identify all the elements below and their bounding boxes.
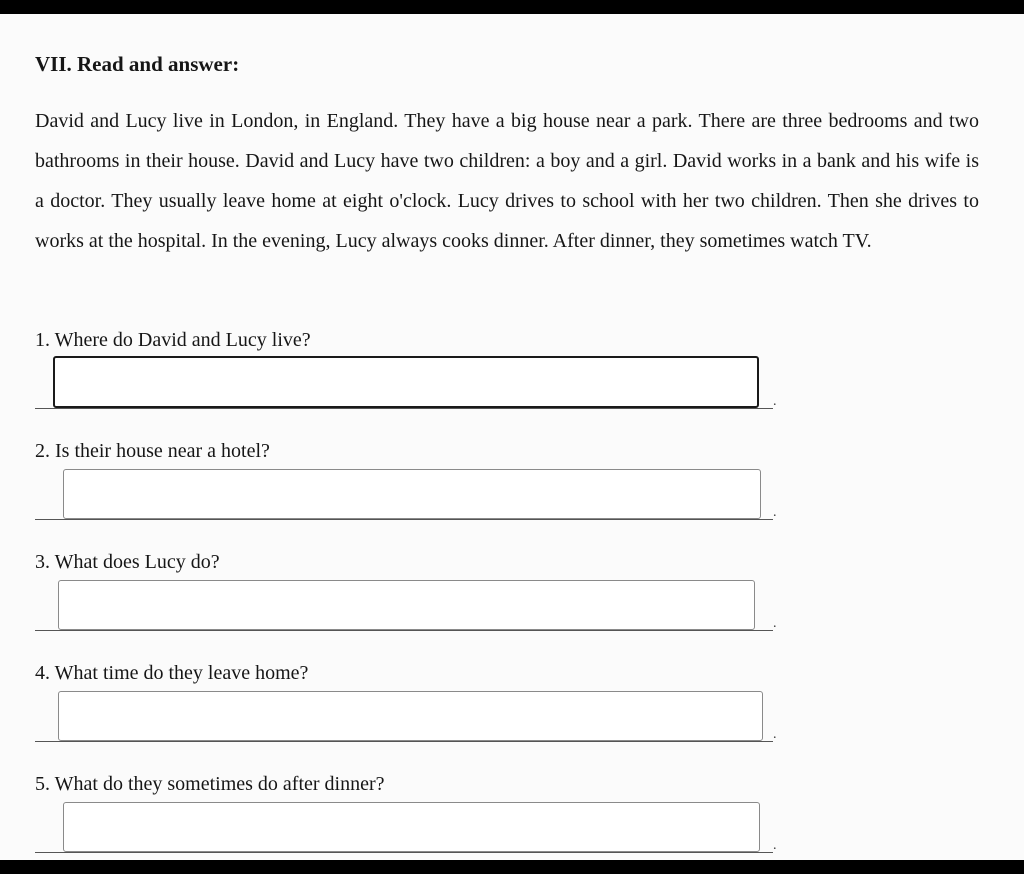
answer-line-3 xyxy=(35,630,773,631)
question-4: 4. What time do they leave home? xyxy=(35,662,309,684)
section-heading: VII. Read and answer: xyxy=(35,52,240,76)
answer-input-2[interactable] xyxy=(63,469,761,519)
worksheet-page xyxy=(0,14,1024,860)
answer-period-2: . xyxy=(773,505,777,520)
answer-period-1: . xyxy=(773,394,777,409)
question-3: 3. What does Lucy do? xyxy=(35,551,220,573)
answer-period-3: . xyxy=(773,616,777,631)
answer-input-4[interactable] xyxy=(58,691,763,741)
question-5: 5. What do they sometimes do after dinner? xyxy=(35,773,385,795)
answer-period-5: . xyxy=(773,838,777,853)
question-2: 2. Is their house near a hotel? xyxy=(35,440,270,462)
answer-line-5 xyxy=(35,852,773,853)
reading-passage: David and Lucy live in London, in England. They have a big house near a park. There are three bedrooms and two bathrooms in their house. David and Lucy have two children: a boy and a girl. David works in a bank and his wife is a doctor. They usually leave home at eight o'clock. Lucy drives to school with her two children. Then she drives to works at the hospital. In the evening, Lucy always cooks dinner. After dinner, they sometimes watch TV. xyxy=(35,110,979,252)
answer-line-4 xyxy=(35,741,773,742)
answer-line-1 xyxy=(35,408,773,409)
answer-input-5[interactable] xyxy=(63,802,760,852)
answer-input-1[interactable] xyxy=(53,356,759,408)
answer-input-3[interactable] xyxy=(58,580,755,630)
question-1: 1. Where do David and Lucy live? xyxy=(35,329,311,351)
answer-line-2 xyxy=(35,519,773,520)
answer-period-4: . xyxy=(773,727,777,742)
